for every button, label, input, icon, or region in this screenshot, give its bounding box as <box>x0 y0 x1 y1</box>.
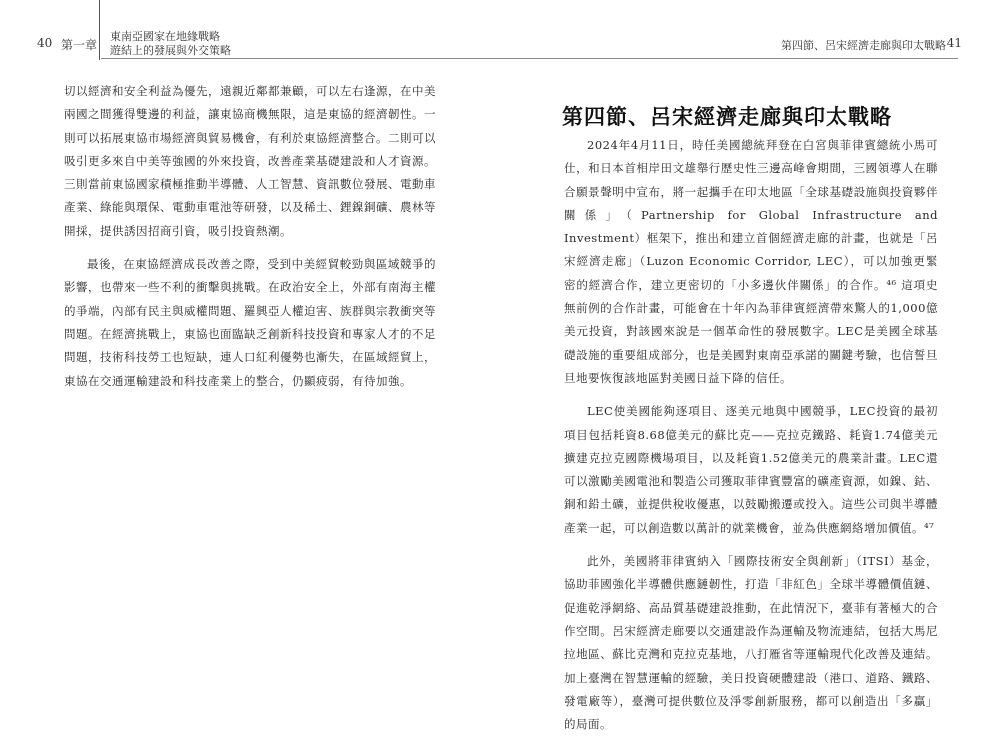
left-paragraph-1: 切以經濟和安全利益為優先，遠親近鄰都兼顧，可以左右逢源，在中美兩國之間獲得雙邊的利益，讓東協商機無限，這是東協的經濟韌性。一則可以拓展東協市場經濟與貿易機會，有利於東協經濟整合。二則可以吸引更多來自中美等強國的外來投資，改善產業基礎建設和人才資源。三則當前東協國家積極推動半導體、人工智慧、資訊數位發展、電動車產業、綠能與環保、電動車電池等研發，以及稀土、鋰鎳銅礦、農林等開採，提供誘因招商引資，吸引投資熱潮。 <box>64 84 436 238</box>
right-paragraph-1: 2024年4月11日，時任美國總統拜登在白宮與菲律賓總統小馬可仕，和日本首相岸田文雄舉行歷史性三邊高峰會期間，三國領導人在聯合願景聲明中宣布，將一起攜手在印太地區「全球基礎設施與投資夥伴關係」（Partnership for Global Infrastructure and Investment）框架下，推出和建立首個經濟走廊的計畫，也就是「呂宋經濟走廊」（Luzon Economic Corridor, LEC），可以加強更緊密的經濟合作，建立更密切的「小多邊伙伴關係」的合作。⁴⁶ 這項史無前例的合作計畫，可能會在十年內為菲律賓經濟帶來驚人的1,000億美元投資，對該國來說是一個革命性的發展數字。LEC是美國全球基礎設施的重要組成部分，也是美國對東南亞承諾的關鍵考驗，也信誓旦旦地要恢復該地區對美國日益下降的信任。 <box>564 138 938 385</box>
left-page <box>0 0 500 677</box>
right-page-number: 41 <box>946 36 962 50</box>
right-header-rule <box>500 58 958 59</box>
right-running-title: 第四節、呂宋經濟走廊與印太戰略 <box>781 39 946 52</box>
running-title-line-1: 東南亞國家在地緣戰略 <box>110 30 220 43</box>
left-chapter-label: 第一章 <box>61 38 98 52</box>
left-header-rule <box>101 58 500 59</box>
left-paragraph-2: 最後，在東協經濟成長改善之際，受到中美經貿較勁與區域競爭的影響，也帶來一些不利的衝擊與挑戰。在政治安全上，外部有南海主權的爭端，內部有民主與威權問題、羅興亞人權迫害、族群與宗教衝突等問題。在經濟挑戰上，東協也面臨缺乏創新科技投資和專家人才的不足問題，技術科技勞工也短缺，連人口紅利優勢也漸失，在區域經貿上，東協在交通運輸建設和科技產業上的整合，仍顯疲弱，有待加強。 <box>64 257 436 388</box>
right-body-text <box>564 134 938 736</box>
left-page-number: 40 <box>37 36 53 50</box>
left-running-title <box>110 30 231 58</box>
right-page <box>500 0 1000 732</box>
right-paragraph-2: LEC使美國能夠逐項目、逐美元地與中國競爭，LEC投資的最初項目包括耗資8.68億美元的蘇比克——克拉克鐵路、耗資1.74億美元擴建克拉克國際機場項目，以及耗資1.52億美元的農業計畫。LEC還可以激勵美國電池和製造公司獲取菲律賓豐富的礦產資源，如鎳、鈷、銅和鉛土礦，並提供稅收優惠，以鼓勵搬遷或投入。這些公司與半導體產業一起，可以創造數以萬計的就業機會，並為供應網絡增加價值。⁴⁷ <box>564 404 938 535</box>
right-paragraph-3: 此外，美國將菲律賓納入「國際技術安全與創新」（ITSI）基金，協助菲國強化半導體供應鏈韌性，打造「非紅色」全球半導體價值鏈、促進乾淨網絡、高品質基礎建設推動，在此情況下，臺菲有著極大的合作空間。呂宋經濟走廊要以交通建設作為運輸及物流連結，包括大馬尼拉地區、蘇比克灣和克拉克基地，八打雁省等運輸現代化改善及連結。加上臺灣在智慧運輸的經驗，美日投資硬體建設（港口、道路、鐵路、發電廠等），臺灣可提供數位及淨零創新服務，都可以創造出「多贏」的局面。 <box>564 554 938 732</box>
header-divider <box>99 0 100 60</box>
left-body-text <box>64 80 436 393</box>
section-heading: 第四節、呂宋經濟走廊與印太戰略 <box>562 104 892 130</box>
running-title-line-2: 遊結上的發展與外交策略 <box>110 44 231 57</box>
